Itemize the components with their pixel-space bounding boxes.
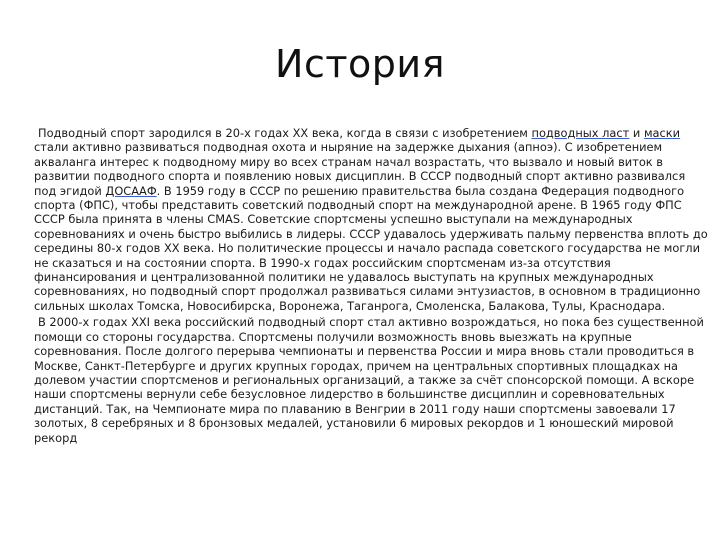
text-segment: и — [629, 126, 644, 140]
slide-body — [34, 126, 710, 447]
link-mask[interactable]: маски — [643, 126, 681, 140]
text-segment: стали активно развиваться подводная охота и ныряние на задержке дыхания (апноэ). С изобретением акваланга интерес к подводному миру во всех странам начал возрастать, что вызвало и новый виток в развитии подводного спорта и появлению новых дисциплин. В СССР подводный спорт активно развивался под эгидой — [34, 140, 686, 198]
paragraph-history-20th-century — [34, 126, 710, 313]
slide-title: История — [275, 42, 445, 86]
link-underwater-fins[interactable]: подводных ласт — [531, 126, 630, 140]
text-segment: Подводный спорт зародился в 20-х годах XX века, когда в связи с изобретением — [38, 126, 532, 140]
text-segment: . В 1959 году в СССР по решению правительства была создана Федерация подводного спорта (ФПС), чтобы представить советский подводный спорт на международной арене. В 1965 году ФПС СССР была принята в члены CMAS. Советские спортсмены успешно выступали на международных соревнованиях и очень быстро выбились в лидеры. СССР удавалось удерживать пальму первенства вплоть до середины 80-х годов XX века. Но политические процессы и начало распада советского государства не могли не сказаться и на состоянии спорта. В 1990-х годах российским спортсменам из-за отсутствия финансирования и централизованной политики не удавалось выступать на крупных международных соревнованиях, но подводный спорт продолжал развиваться силами энтузиастов, в основном в традиционно сильных школах Томска, Новосибирска, Воронежа, Таганрога, Смоленска, Балакова, Тулы, Краснодара. — [34, 183, 708, 313]
link-dosaaf[interactable]: ДОСААФ — [105, 183, 157, 198]
paragraph-history-21st-century: В 2000-х годах XXI века российский подводный спорт стал активно возрождаться, но пока без существенной помощи со стороны государства. Спортсмены получили возможность вновь выезжать на крупные соревнования. После долгого перерыва чемпионаты и первенства России и мира вновь стали проводиться в Москве, Санкт-Петербурге и других крупных городах, причем на центральных спортивных площадках на долевом участии спортсменов и региональных организаций, а также за счёт спонсорской помощи. А вскоре наши спортсмены вернули себе безусловное лидерство в большинстве дисциплин и соревновательных дистанций. Так, на Чемпионате мира по плаванию в Венгрии в 2011 году наши спортсмены завоевали 17 золотых, 8 серебряных и 8 бронзовых медалей, установили 6 мировых рекордов и 1 юношеский мировой рекорд — [34, 315, 704, 445]
